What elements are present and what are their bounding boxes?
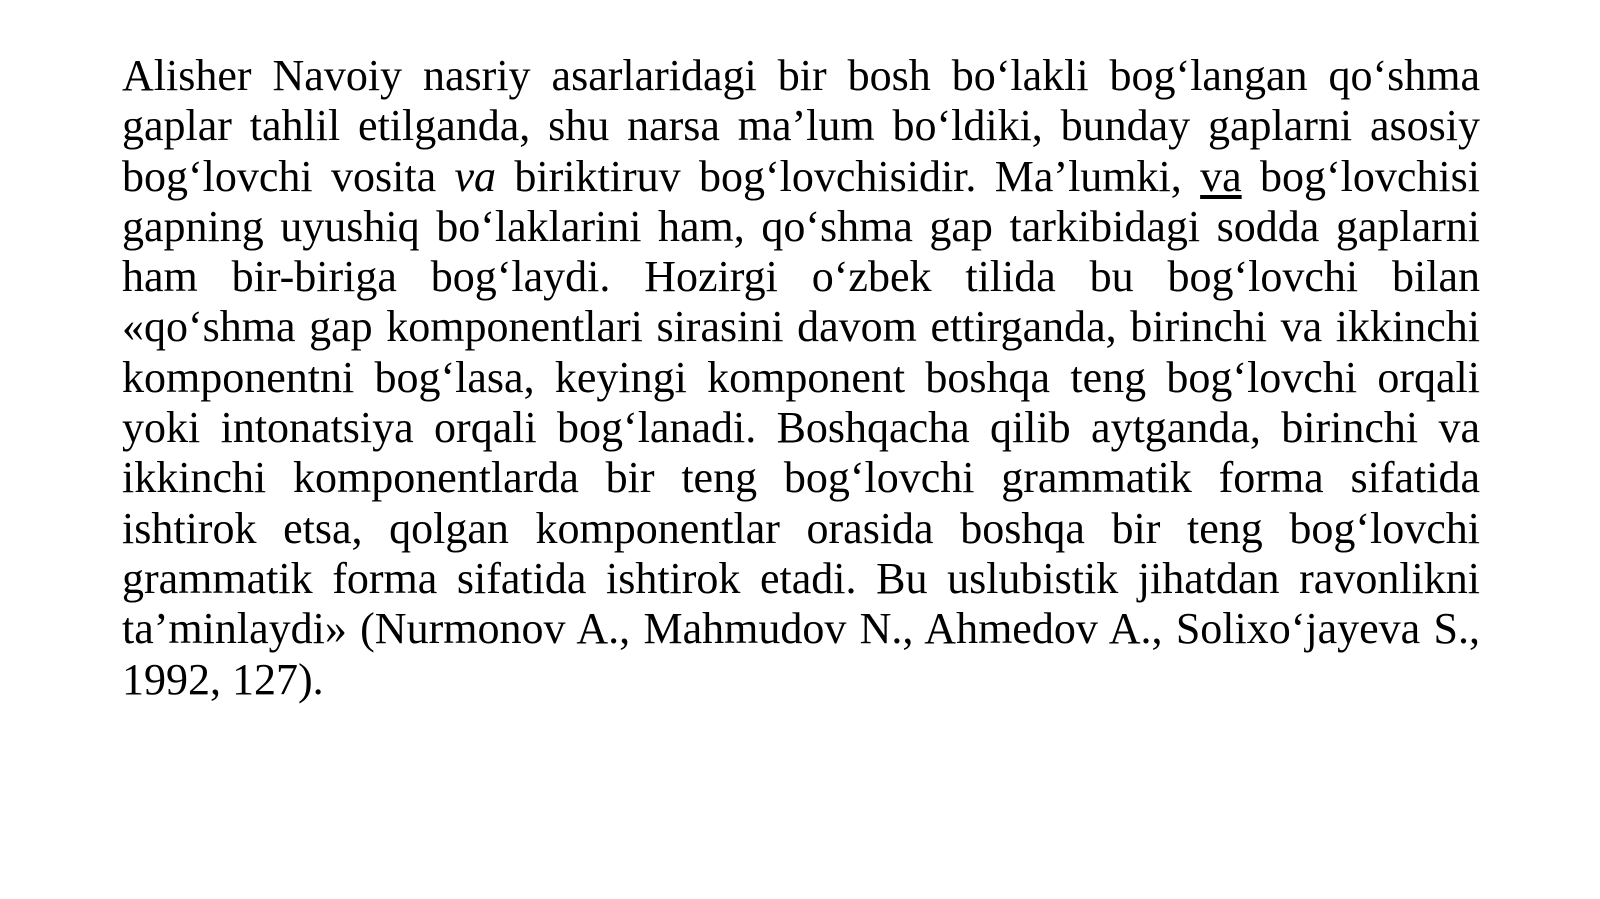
body-paragraph (122, 51, 1480, 705)
text-segment-2: biriktiruv bog‘lovchisidir. Ma’lumki, (496, 151, 1201, 201)
text-segment-3: bog‘lovchisi gapning uyushiq bo‘laklarini ham, qo‘shma gap tarkibidagi sodda gaplarni ham bir-biriga bog‘laydi. Hozirgi o‘zbek tilida bu bog‘lovchi bilan «qo‘shma gap komponentlari sirasini davom ettirganda, birinchi va ikkinchi komponentni bog‘lasa, keyingi komponent boshqa teng bog‘lovchi orqali yoki intonatsiya orqali bog‘lanadi. Boshqacha qilib aytganda, birinchi va ikkinchi komponentlarda bir teng bog‘lovchi grammatik forma sifatida ishtirok etsa, qolgan komponentlar orasida boshqa bir teng bog‘lovchi grammatik forma sifatida ishtirok etadi. Bu uslubistik jihatdan ravonlikni ta’minlaydi» (Nurmonov A., Mahmudov N., Ahmedov A., Solixo‘jayeva S., 1992, 127). (122, 151, 1481, 704)
text-segment-1: Alisher Navoiy nasriy asarlaridagi bir bosh bo‘lakli bog‘langan qo‘shma gaplar tahlil etilganda, shu narsa ma’lum bo‘ldiki, bunday gaplarni asosiy bog‘lovchi vosita (122, 51, 1480, 201)
underlined-term-va: va (1200, 151, 1242, 201)
italic-term-va: va (454, 151, 497, 201)
